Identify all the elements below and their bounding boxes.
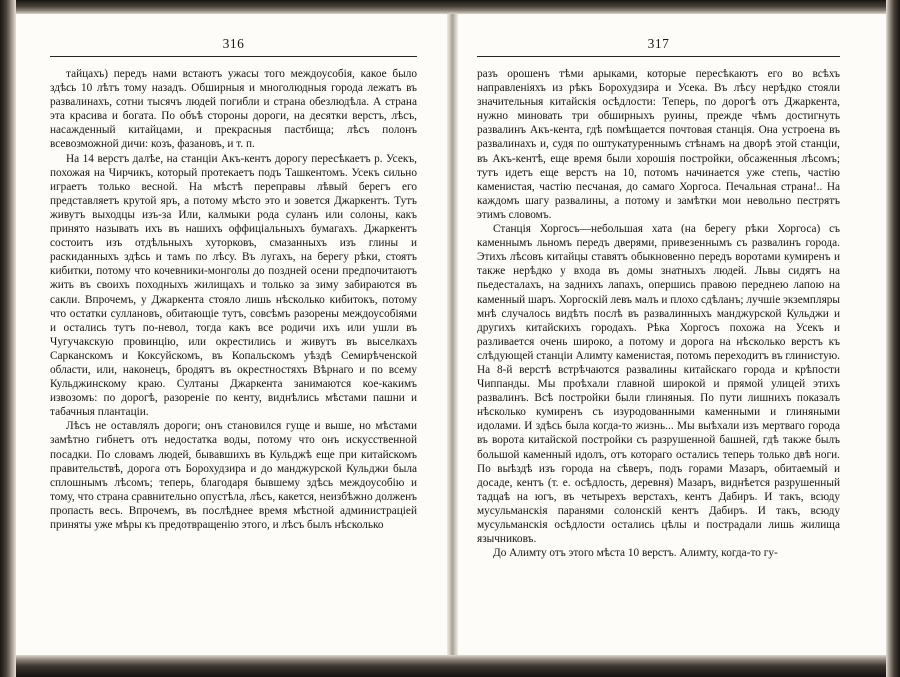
paragraph: Лѣсъ не оставлялъ дороги; онъ становился гуще и выше, но мѣстами замѣтно гибнетъ отъ недостатка воды, потому что онъ искусственной посадки. По словамъ людей, бывавшихъ въ Кульджѣ еще при китайскомъ правительствѣ, дорога отъ Борохудзира и до манджурской Кульджи была сплошнымъ лѣсомъ; теперь, благодаря бывшему здѣсь междоусобію и тому, что страна сравнительно опустѣла, лѣсъ, какется, неизбѣжно долженъ пропасть весь. Впрочемъ, въ послѣднее время мѣстной администраціей приняты уже мѣры къ предотвращенію этого, и лѣсъ былъ нѣсколько (50, 420, 417, 531)
header-rule-right (477, 56, 840, 57)
scan-edge-right (886, 0, 900, 677)
paragraph: разъ орошенъ тѣми арыками, которые пересѣкаютъ его во всѣхъ направленіяхъ из рѣкъ Борохудзира и Усека. Въ лѣсу нерѣдко стояли значительныя китайскія осѣдлости: Теперь, по дорогѣ отъ Джаркента, нужно миновать три обширныхъ руины, прежде чѣмъ достигнуть развалинъ Акъ-кента, гдѣ помѣщается почтовая станція. Она устроена въ развалинахъ и, судя по оштукатуреннымъ стѣнамъ на дворѣ этой станціи, въ Акъ-кентѣ, еще время были хорошія постройки, обсаженныя лѣсомъ; тутъ идетъ еще верстъ на 10, потомъ начинается уже степь, частію каменистая, частію песчаная, до самаго Хоргоса. Печальная страна!.. На каждомъ шагу развалины, а потому и замѣтки мои невольно пестрятъ этимъ словомъ. (477, 68, 840, 221)
book-gutter (447, 14, 458, 655)
paragraph: тайцахъ) передъ нами встаютъ ужасы того междоусобія, какое было здѣсь 10 лѣтъ тому назадъ. Обширныя и многолюдныя города лежатъ въ развалинахъ, сотни тысячъ людей погибли и страна обезлюдѣла. А страна эта красива и богата. По объѣ стороны дороги, на десятки верстъ, лѣсъ, насажденный китайцами, и прекрасныя пастбища; лѣсъ полонъ всевозможной дичи: козъ, фазановъ, и т. п. (50, 68, 417, 151)
paragraph: На 14 верстъ далѣе, на станціи Акъ-кентъ дорогу пересѣкаетъ р. Усекъ, похожая на Чирчикъ, который протекаетъ подъ Ташкентомъ. Усекъ сильно играетъ только весной. На мѣстѣ переправы лѣвый берегъ его представляетъ крутой яръ, а потому мѣсто это и зовется Джаркентъ. Тутъ живутъ выходцы изъ-за Или, калмыки рода суланъ или солоны, какъ принято называть ихъ въ нашихъ оффиціальныхъ бумагахъ. Джаркентъ состоитъ изъ отдѣльныхъ хуторковъ, смазанныхъ изъ глины и раскиданныхъ здѣсь и тамъ по лѣсу. Въ лугахъ, на берегу рѣки, стоятъ кибитки, потому что кочевники-монголы до поздней осени предпочитаютъ жить въ своихъ походныхъ жилищахъ и только за зиму забираются въ сакли. Впрочемъ, у Джаркента стояло лишь нѣсколько кибитокъ, потому что остатки суллановъ, обитающіе тутъ, совсѣмъ разорены междоусобіями и остались тутъ по-невол, тогда какъ все родичи ихъ или ушли въ Чугучакскую провинцію, или окрестились и живутъ въ выселкахъ Сарканскомъ и Коксуйскомъ, въ Копальскомъ уѣздѣ Семирѣченской области, или, наконецъ, бродятъ въ окрестностяхъ Вѣрнаго и по всему Кульджинскому краю. Султаны Джаркента занимаются кое-какимъ извозомъ: по дорогѣ, разореніе по кенту, виднѣлись мѣстами пашни и табачныя плантаціи. (50, 152, 417, 419)
scan-edge-top (0, 0, 900, 14)
left-page (16, 14, 447, 655)
scan-edge-bottom (0, 655, 900, 677)
scan-edge-left (0, 0, 16, 677)
body-text-right (477, 67, 840, 560)
paragraph: До Алимту отъ этого мѣста 10 верстъ. Алимту, когда-то гу- (493, 547, 778, 560)
paragraph: Станція Хоргосъ—небольшая хата (на берегу рѣки Хоргоса) съ каменнымъ льномъ передъ дверями, привезеннымъ съ развалинъ города. Этихъ лѣсовъ китайцы ставятъ обыкновенно передъ воротами кумиренъ и также нерѣдко у входа въ домы знатныхъ людей. Львы сидятъ на пьедесталахъ, на заднихъ лапахъ, опершись правою переднею лапою на каменный шаръ. Хоргоскій левъ малъ и плохо сдѣланъ; лучшіе экземпляры мнѣ случалось видѣть послѣ въ развалинныхъ манджурской Кульджи и другихъ китайскихъ городахъ. Рѣка Хоргосъ похожа на Усекъ и разливается очень широко, а потому и дорога на нѣсколько верстъ къ слѣдующей станціи Алимту каменистая, потомъ переходитъ въ глинистую. На 8-й верстѣ встрѣчаются развалины китайскаго города и крѣпости Чиппанды. Мы проѣхали главной широкой и прямой улицей этихъ развалинъ. Всѣ постройки были глиняныя. По пути лишнихъ показалъ нѣсколько кумиренъ съ изуродованными каменными и глиняными идолами. И здѣсь была когда-то жизнь... Мы выѣхали изъ мертваго города въ ворота китайской постройки съ разрушенной башней, гдѣ также былъ большой каменный идолъ, отъ котораго остались теперь только двѣ ноги. По выѣздѣ изъ города на сѣверъ, подъ горами Мазаръ, обитаемый и досаде, кентъ (т. е. осѣдлость, деревня) Мазаръ, виднѣется разрушенный тадцаѣ на югъ, въ четырехъ верстахъ, кентъ Дабиръ. И такъ, всюду мусульманскія паранями солонскій кентъ Дабиръ. И такъ, всюду мусульманскія осѣдлости остались цѣлы и пострадали лишь жилища язычниковъ. (477, 223, 840, 546)
right-page (447, 14, 872, 655)
page-number-right: 317 (647, 36, 670, 51)
page-number-left: 316 (222, 36, 245, 51)
header-rule-left (50, 56, 417, 57)
body-text-left (50, 67, 417, 532)
